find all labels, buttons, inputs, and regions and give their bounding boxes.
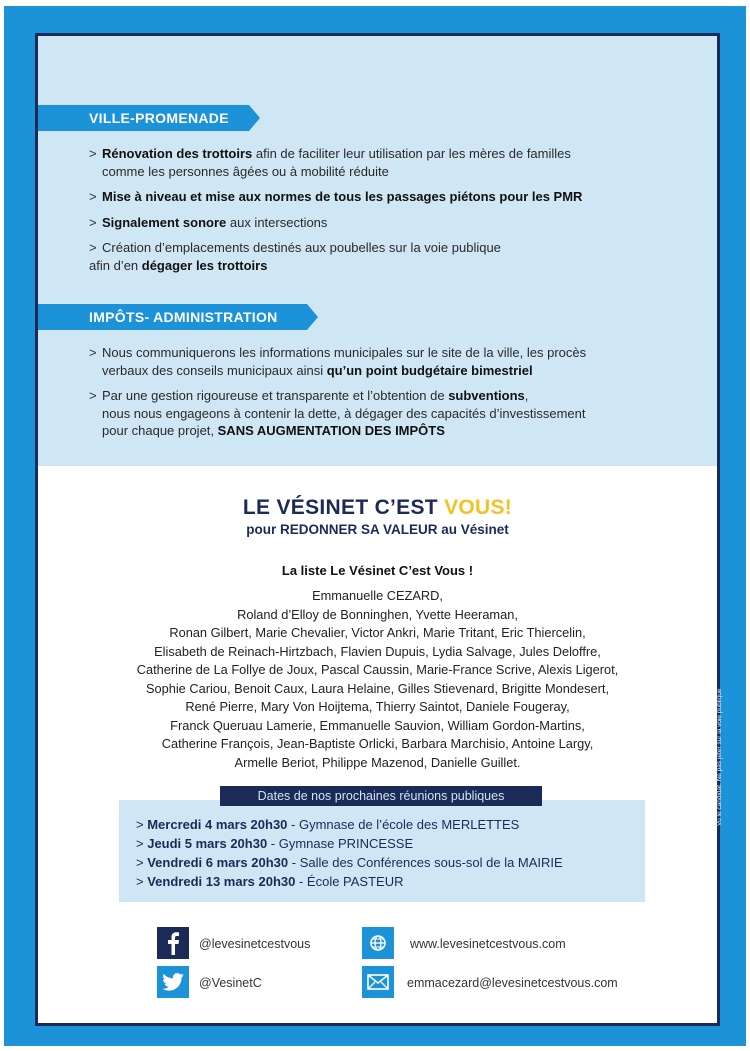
- list-item: > Par une gestion rigoureuse et transparente et l’obtention de subventions, nous nous engageons à contenir la dette, à dégager des capacités d’investissement pour chaque projet, SANS AUGMENTATION DES IMPÔTS: [89, 388, 586, 438]
- meeting-item: > Vendredi 6 mars 20h30 - Salle des Conférences sous-sol de la MAIRIE: [136, 855, 563, 870]
- ville-bullets: [89, 145, 669, 282]
- list-item: > Mise à niveau et mise aux normes de tous les passages piétons pour les PMR: [89, 189, 583, 204]
- list-item: > Rénovation des trottoirs afin de faciliter leur utilisation par les mères de familles comme les personnes âgées ou à mobilité réduite: [89, 146, 571, 179]
- website-link[interactable]: www.levesinetcestvous.com: [410, 937, 566, 951]
- names-line: René Pierre, Mary Von Hoijtema, Thierry Saintot, Daniele Fougeray,: [185, 699, 570, 714]
- facebook-icon[interactable]: [157, 927, 189, 959]
- headline-title: LE VÉSINET C’EST VOUS!: [242, 496, 513, 519]
- names-line: Ronan Gilbert, Marie Chevalier, Victor Ankri, Marie Tritant, Eric Thiercelin,: [169, 625, 586, 640]
- flyer-inner-frame: [35, 33, 720, 1026]
- legal-note: Vu le candidat. Ne pas jeter sur la voie publique: [716, 688, 723, 826]
- section-title-ville: VILLE-PROMENADE: [38, 105, 249, 131]
- names-line: Sophie Cariou, Benoit Caux, Laura Helaine, Gilles Stievenard, Brigitte Mondesert,: [145, 680, 610, 696]
- globe-icon[interactable]: [362, 927, 394, 959]
- list-title: La liste Le Vésinet C’est Vous !: [281, 563, 474, 578]
- email-icon[interactable]: [362, 966, 394, 998]
- meetings-header: Dates de nos prochaines réunions publiques: [220, 786, 542, 806]
- meeting-item: > Vendredi 13 mars 20h30 - École PASTEUR: [136, 874, 404, 889]
- names-line: Emmanuelle CEZARD,: [312, 588, 443, 603]
- list-item: > Signalement sonore aux intersections: [89, 214, 328, 230]
- list-item: > Nous communiquerons les informations municipales sur le site de la ville, les procès verbaux des conseils municipaux ainsi qu’un point budgétaire bimestriel: [89, 345, 587, 378]
- headline-subtitle: pour REDONNER SA VALEUR au Vésinet: [246, 522, 509, 537]
- twitter-icon[interactable]: [157, 966, 189, 998]
- list-item: > Création d’emplacements destinés aux poubelles sur la voie publique afin d’en dégager les trottoirs: [89, 240, 501, 273]
- twitter-handle[interactable]: @VesinetC: [199, 976, 262, 990]
- section-title-impots: IMPÔTS- ADMINISTRATION: [38, 304, 307, 330]
- candidate-names: [38, 587, 717, 772]
- email-link[interactable]: emmacezard@levesinetcestvous.com: [407, 976, 618, 990]
- flyer-page: [4, 6, 746, 1046]
- campaign-headline: [38, 496, 717, 537]
- meeting-item: > Jeudi 5 mars 20h30 - Gymnase PRINCESSE: [136, 836, 414, 851]
- meeting-item: > Mercredi 4 mars 20h30 - Gymnase de l’école des MERLETTES: [136, 817, 520, 832]
- names-line: Armelle Beriot, Philippe Mazenod, Danielle Guillet.: [234, 754, 521, 770]
- names-line: Elisabeth de Reinach-Hirtzbach, Flavien Dupuis, Lydia Salvage, Jules Deloffre,: [154, 643, 601, 659]
- meetings-box: [119, 800, 645, 902]
- names-line: Franck Queruau Lamerie, Emmanuelle Sauvion, William Gordon-Martins,: [170, 717, 585, 733]
- names-line: Roland d’Elloy de Bonninghen, Yvette Heeraman,: [237, 606, 518, 622]
- names-line: Catherine François, Jean-Baptiste Orlicki, Barbara Marchisio, Antoine Largy,: [161, 736, 594, 751]
- impots-bullets: [89, 344, 669, 448]
- program-band: [38, 36, 717, 466]
- names-line: Catherine de La Follye de Joux, Pascal Caussin, Marie-France Scrive, Alexis Ligerot,: [136, 662, 619, 677]
- facebook-handle[interactable]: @levesinetcestvous: [199, 937, 311, 951]
